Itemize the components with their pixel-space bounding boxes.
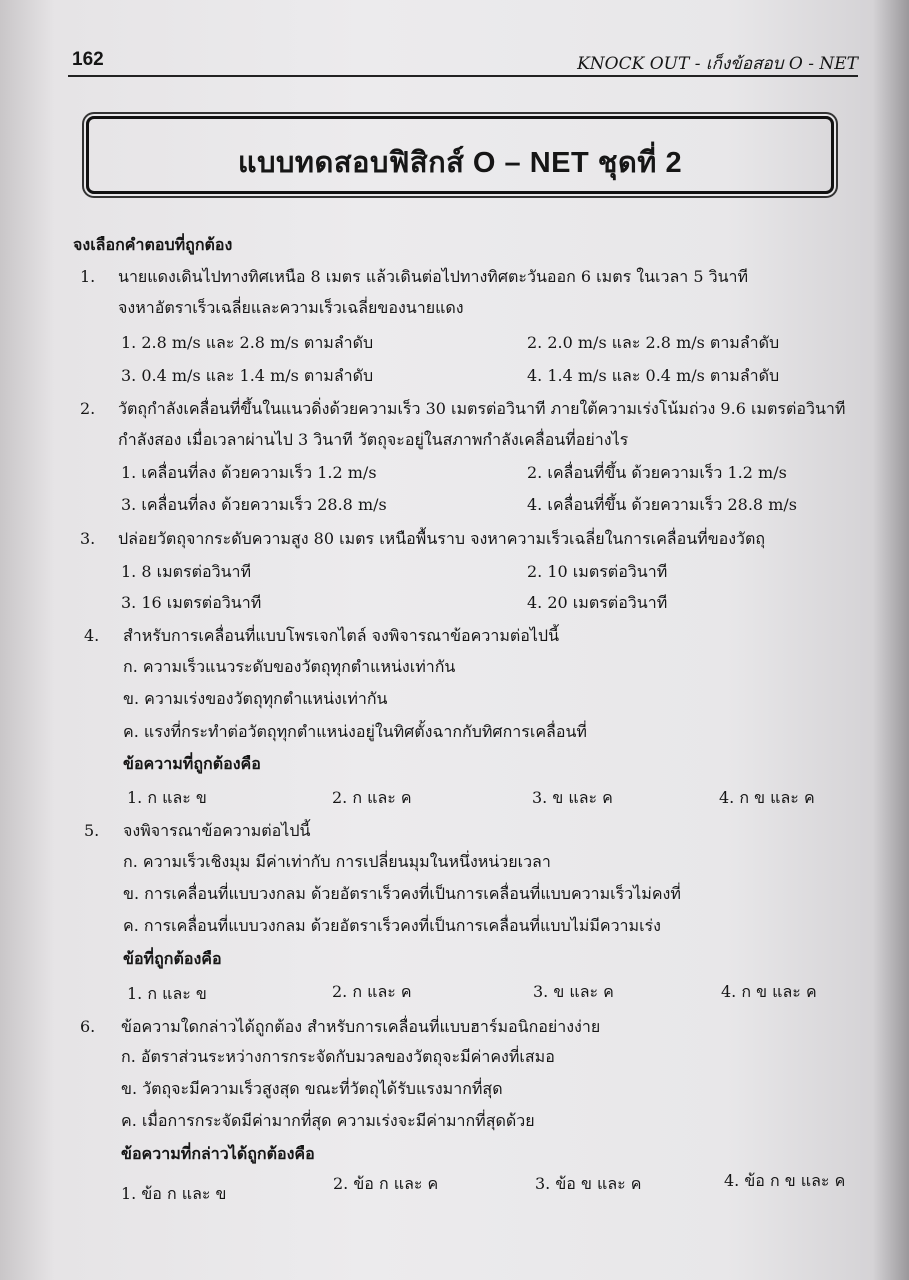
statement: ค. แรงที่กระทำต่อวัตถุทุกตำแหน่งอยู่ในทิศตั้งฉากกับทิศการเคลื่อนที่ — [123, 722, 587, 741]
choice: 2. 10 เมตรต่อวินาที — [527, 562, 668, 581]
choice: 1. 2.8 m/s และ 2.8 m/s ตามลำดับ — [121, 333, 374, 352]
choice: 4. 20 เมตรต่อวินาที — [527, 593, 668, 612]
statement: ค. การเคลื่อนที่แบบวงกลม ด้วยอัตราเร็วคงที่เป็นการเคลื่อนที่แบบไม่มีความเร่ง — [123, 916, 661, 935]
page-number: 162 — [72, 49, 104, 70]
question-text: จงหาอัตราเร็วเฉลี่ยและความเร็วเฉลี่ยของนายแดง — [118, 298, 464, 317]
question-prompt: ข้อที่ถูกต้องคือ — [123, 949, 222, 968]
choice: 4. ก ข และ ค — [721, 982, 817, 1001]
page-header — [68, 47, 858, 77]
choice: 4. เคลื่อนที่ขึ้น ด้วยความเร็ว 28.8 m/s — [527, 495, 797, 514]
statement: ก. ความเร็วเชิงมุม มีค่าเท่ากับ การเปลี่ยนมุมในหนึ่งหน่วยเวลา — [123, 852, 551, 871]
title-banner — [86, 116, 834, 194]
question-text: กำลังสอง เมื่อเวลาผ่านไป 3 วินาที วัตถุจะอยู่ในสภาพกำลังเคลื่อนที่อย่างไร — [118, 430, 629, 449]
question-number: 4. — [84, 626, 100, 645]
choice: 3. 0.4 m/s และ 1.4 m/s ตามลำดับ — [121, 366, 374, 385]
statement: ข. ความเร่งของวัตถุทุกตำแหน่งเท่ากัน — [123, 689, 388, 708]
choice: 3. 16 เมตรต่อวินาที — [121, 593, 262, 612]
choice: 2. ข้อ ก และ ค — [333, 1174, 439, 1193]
choice: 2. 2.0 m/s และ 2.8 m/s ตามลำดับ — [527, 333, 780, 352]
statement: ก. ความเร็วแนวระดับของวัตถุทุกตำแหน่งเท่ากัน — [123, 657, 456, 676]
question-number: 5. — [84, 821, 100, 840]
question-text: ข้อความใดกล่าวได้ถูกต้อง สำหรับการเคลื่อนที่แบบฮาร์มอนิกอย่างง่าย — [121, 1017, 601, 1036]
statement: ก. อัตราส่วนระหว่างการกระจัดกับมวลของวัตถุจะมีค่าคงที่เสมอ — [121, 1047, 555, 1066]
question-prompt: ข้อความที่กล่าวได้ถูกต้องคือ — [121, 1144, 315, 1163]
question-number: 3. — [80, 529, 96, 548]
statement: ข. การเคลื่อนที่แบบวงกลม ด้วยอัตราเร็วคงที่เป็นการเคลื่อนที่แบบความเร็วไม่คงที่ — [123, 884, 681, 903]
statement: ข. วัตถุจะมีความเร็วสูงสุด ขณะที่วัตถุได้รับแรงมากที่สุด — [121, 1079, 503, 1098]
choice: 3. เคลื่อนที่ลง ด้วยความเร็ว 28.8 m/s — [121, 495, 387, 514]
choice: 1. 8 เมตรต่อวินาที — [121, 562, 252, 581]
running-title: KNOCK OUT - เก็งข้อสอบ O - NET — [577, 54, 858, 74]
choice: 2. ก และ ค — [332, 788, 412, 807]
question-number: 1. — [80, 267, 96, 286]
choice: 3. ข และ ค — [532, 788, 613, 807]
question-text: สำหรับการเคลื่อนที่แบบโพรเจกไตล์ จงพิจารณาข้อความต่อไปนี้ — [123, 626, 560, 645]
question-text: วัตถุกำลังเคลื่อนที่ขึ้นในแนวดิ่งด้วยความเร็ว 30 เมตรต่อวินาที ภายใต้ความเร่งโน้มถ่วง 9.6 เมตรต่อวินาที — [118, 399, 846, 418]
question-text: จงพิจารณาข้อความต่อไปนี้ — [123, 821, 311, 840]
choice: 4. ก ข และ ค — [719, 788, 815, 807]
instruction: จงเลือกคำตอบที่ถูกต้อง — [73, 235, 233, 254]
choice: 1. ก และ ข — [127, 788, 207, 807]
statement: ค. เมื่อการกระจัดมีค่ามากที่สุด ความเร่งจะมีค่ามากที่สุดด้วย — [121, 1111, 535, 1130]
question-text: ปล่อยวัตถุจากระดับความสูง 80 เมตร เหนือพื้นราบ จงหาความเร็วเฉลี่ยในการเคลื่อนที่ของวัตถุ — [118, 529, 766, 548]
question-text: นายแดงเดินไปทางทิศเหนือ 8 เมตร แล้วเดินต่อไปทางทิศตะวันออก 6 เมตร ในเวลา 5 วินาที — [118, 267, 749, 286]
choice: 3. ข และ ค — [533, 982, 614, 1001]
question-number: 2. — [80, 399, 96, 418]
choice: 4. ข้อ ก ข และ ค — [724, 1171, 846, 1190]
choice: 2. เคลื่อนที่ขึ้น ด้วยความเร็ว 1.2 m/s — [527, 463, 787, 482]
choice: 1. เคลื่อนที่ลง ด้วยความเร็ว 1.2 m/s — [121, 463, 377, 482]
choice: 1. ก และ ข — [127, 984, 207, 1003]
question-prompt: ข้อความที่ถูกต้องคือ — [123, 754, 261, 773]
choice: 1. ข้อ ก และ ข — [121, 1184, 227, 1203]
choice: 4. 1.4 m/s และ 0.4 m/s ตามลำดับ — [527, 366, 780, 385]
question-number: 6. — [80, 1017, 96, 1036]
choice: 2. ก และ ค — [332, 982, 412, 1001]
test-title: แบบทดสอบฟิสิกส์ O – NET ชุดที่ 2 — [237, 147, 683, 179]
choice: 3. ข้อ ข และ ค — [535, 1174, 642, 1193]
